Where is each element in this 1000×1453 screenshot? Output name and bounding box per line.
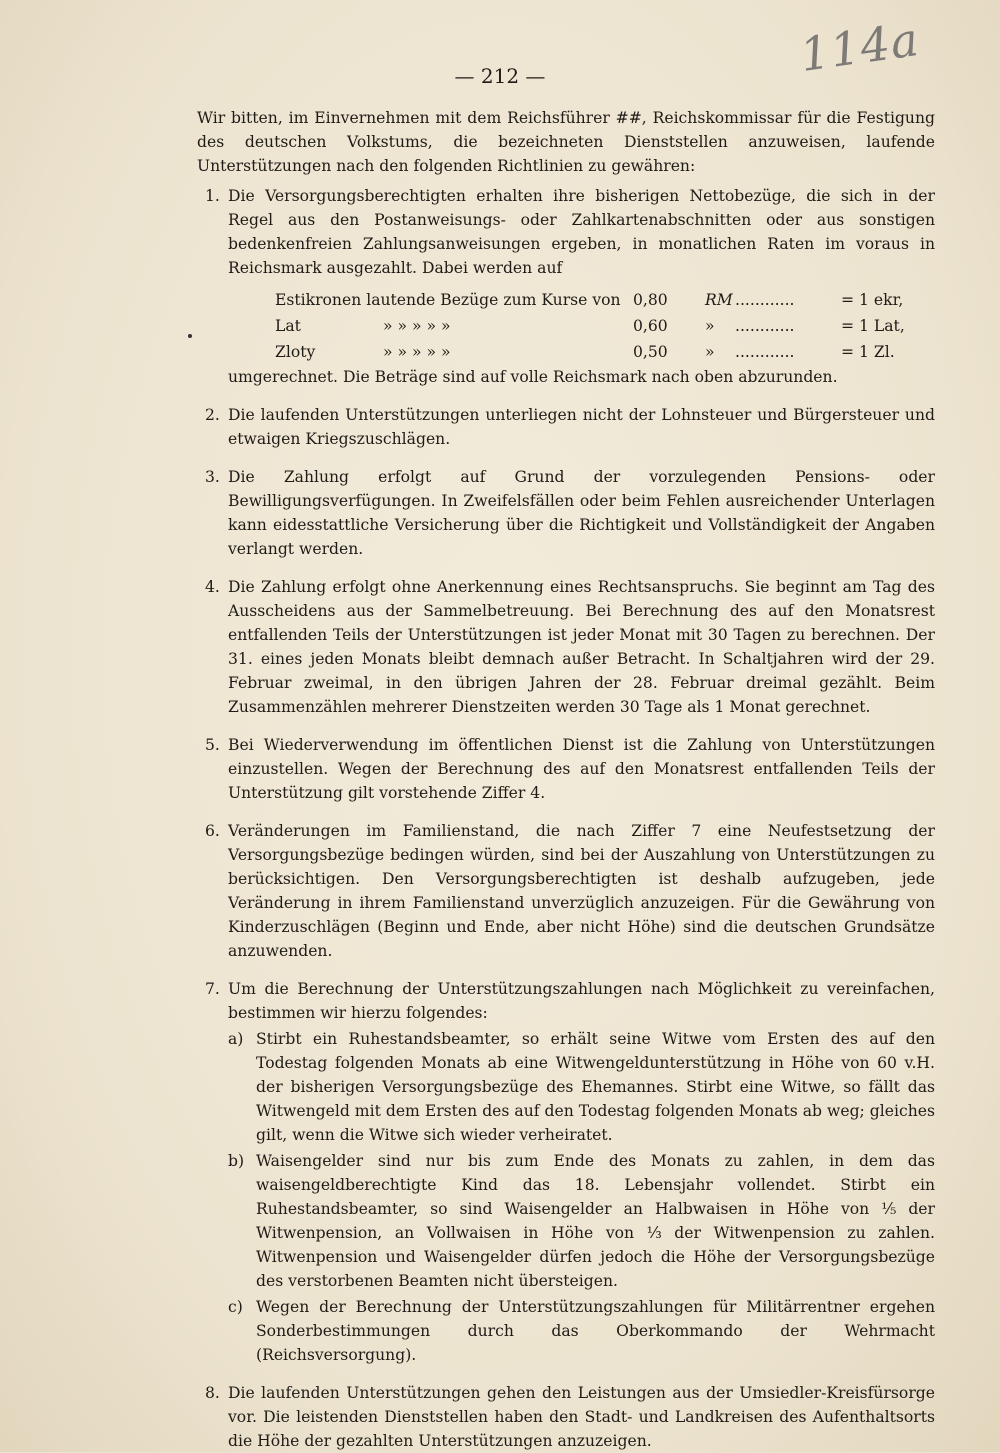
conversion-currency: Estikronen lautende Bezüge zum Kurse von [275, 291, 621, 309]
conversion-currency: Lat [275, 317, 301, 335]
sub-item-letter: c) [228, 1298, 243, 1316]
conversion-unit: » [705, 317, 715, 335]
list-item-7 [205, 977, 935, 1367]
list-item-2 [205, 403, 935, 451]
item-number: 8. [205, 1384, 220, 1402]
item-number: 5. [205, 736, 220, 754]
document-body [197, 106, 935, 1453]
conversion-table [275, 287, 935, 365]
sub-item-c [228, 1295, 935, 1367]
item-text: Veränderungen im Familienstand, die nach Ziffer 7 eine Neufestsetzung der Versorgungsbezüge bedingen würden, sind bei der Auszahlung von Unterstützungen zu berücksichtigen. Den Versorgungsberechtigten ist deshalb aufzugeben, jede Veränderung in ihrem Familienstand unverzüglich anzuzeigen. Für die Gewährung von Kinderzuschlägen (Beginn und Ende, aber nicht Höhe) sind die deutschen Grundsätze anzuwenden. [228, 822, 935, 960]
sub-item-letter: b) [228, 1152, 245, 1170]
list-item-1 [205, 184, 935, 389]
intro-paragraph: Wir bitten, im Einvernehmen mit dem Reichsführer ##, Reichskommissar für die Festigung des deutschen Volkstums, die bezeichneten Dienststellen anzuweisen, laufende Unterstützungen nach den folgenden Richtlinien zu gewähren: [197, 109, 935, 175]
conversion-rate: 0,60 [633, 317, 668, 335]
sub-item-text: Waisengelder sind nur bis zum Ende des Monats zu zahlen, in dem das waisengeldberechtigte Kind das 18. Lebensjahr vollendet. Stirbt ein Ruhestandsbeamter, so sind Waisengelder an Halbwaisen in Höhe von ⅕ der Witwenpension, an Vollwaisen in Höhe von ⅓ der Witwenpension zu zahlen. Witwenpension und Waisengelder dürfen jedoch die Höhe der Versorgungsbezüge des verstorbenen Beamten nicht übersteigen. [256, 1152, 935, 1290]
list-item-6 [205, 819, 935, 963]
sub-item-text: Wegen der Berechnung der Unterstützungszahlungen für Militärrentner ergehen Sonderbestimmungen durch das Oberkommando der Wehrmacht (Reichsversorgung). [256, 1298, 935, 1364]
item-text: Die Zahlung erfolgt ohne Anerkennung eines Rechtsanspruchs. Sie beginnt am Tag des Ausscheidens aus der Sammelbetreuung. Bei Berechnung des auf den Monatsrest entfallenden Teils der Unterstützungen ist jeder Monat mit 30 Tagen zu berechnen. Der 31. eines jeden Monats bleibt demnach außer Betracht. In Schaltjahren wird der 29. Februar zweimal, in den übrigen Jahren der 28. Februar dreimal gezählt. Beim Zusammenzählen mehrerer Dienstzeiten werden 30 Tage als 1 Monat gerechnet. [228, 578, 935, 716]
conversion-rate: 0,50 [633, 343, 668, 361]
item-text: Um die Berechnung der Unterstützungszahlungen nach Möglichkeit zu vereinfachen, bestimmen wir hierzu folgendes: [228, 980, 935, 1022]
sub-item-text: Stirbt ein Ruhestandsbeamter, so erhält seine Witwe vom Ersten des auf den Todestag folgenden Monats ab eine Witwengeldunterstützung in Höhe von 60 v.H. der bisherigen Versorgungsbezüge des Ehemannes. Stirbt eine Witwe, so fällt das Witwengeld mit dem Ersten des auf den Todestag folgenden Monats ab weg; gleiches gilt, wenn die Witwe sich wieder verheiratet. [256, 1030, 935, 1144]
conversion-dots: ............ [735, 343, 795, 361]
item-number: 3. [205, 468, 220, 486]
conversion-dots: ............ [735, 291, 795, 309]
conversion-result: = 1 Lat, [841, 317, 905, 335]
conversion-currency: Zloty [275, 343, 316, 361]
item-text: Die Zahlung erfolgt auf Grund der vorzulegenden Pensions- oder Bewilligungsverfügungen. In Zweifelsfällen oder beim Fehlen ausreichender Unterlagen kann eidesstattliche Versicherung über die Richtigkeit und Vollständigkeit der Angaben verlangt werden. [228, 468, 935, 558]
conversion-rate: 0,80 [633, 291, 668, 309]
conversion-unit: » [705, 343, 715, 361]
item-number: 4. [205, 578, 220, 596]
sub-item-letter: a) [228, 1030, 244, 1048]
item-number: 2. [205, 406, 220, 424]
conversion-unit: RM [705, 291, 733, 309]
sub-item-b [228, 1149, 935, 1293]
list-item-8 [205, 1381, 935, 1453]
handwritten-annotation: 114a [796, 11, 923, 83]
list-item-3 [205, 465, 935, 561]
conversion-ditto: » » » » » [383, 317, 451, 335]
list-item-4 [205, 575, 935, 719]
conversion-result: = 1 Zl. [841, 343, 895, 361]
conversion-ditto: » » » » » [383, 343, 451, 361]
item-text: Bei Wiederverwendung im öffentlichen Dienst ist die Zahlung von Unterstützungen einzustellen. Wegen der Berechnung des auf den Monatsrest entfallenden Teils der Unterstützung gilt vorstehende Ziffer 4. [228, 736, 935, 802]
item-text: Die laufenden Unterstützungen gehen den Leistungen aus der Umsiedler-Kreisfürsorge vor. Die leistenden Dienststellen haben den Stadt- und Landkreisen des Aufenthaltsorts die Höhe der gezahlten Unterstützungen anzuzeigen. [228, 1384, 935, 1450]
item-number: 7. [205, 980, 220, 998]
conversion-result: = 1 ekr, [841, 291, 904, 309]
conversion-footer: umgerechnet. Die Beträge sind auf volle Reichsmark nach oben abzurunden. [228, 368, 838, 386]
sub-item-a [228, 1027, 935, 1147]
page-number: — 212 — [454, 64, 546, 88]
conversion-dots: ............ [735, 317, 795, 335]
list-item-5 [205, 733, 935, 805]
item-text: Die Versorgungsberechtigten erhalten ihre bisherigen Nettobezüge, die sich in der Regel aus den Postanweisungs- oder Zahlkartenabschnitten oder aus sonstigen bedenkenfreien Zahlungsanweisungen ergeben, in monatlichen Raten im voraus in Reichsmark ausgezahlt. Dabei werden auf [228, 187, 935, 277]
item-number: 6. [205, 822, 220, 840]
margin-dot [188, 334, 192, 338]
item-number: 1. [205, 187, 220, 205]
item-text: Die laufenden Unterstützungen unterliegen nicht der Lohnsteuer und Bürgersteuer und etwaigen Kriegszuschlägen. [228, 406, 935, 448]
